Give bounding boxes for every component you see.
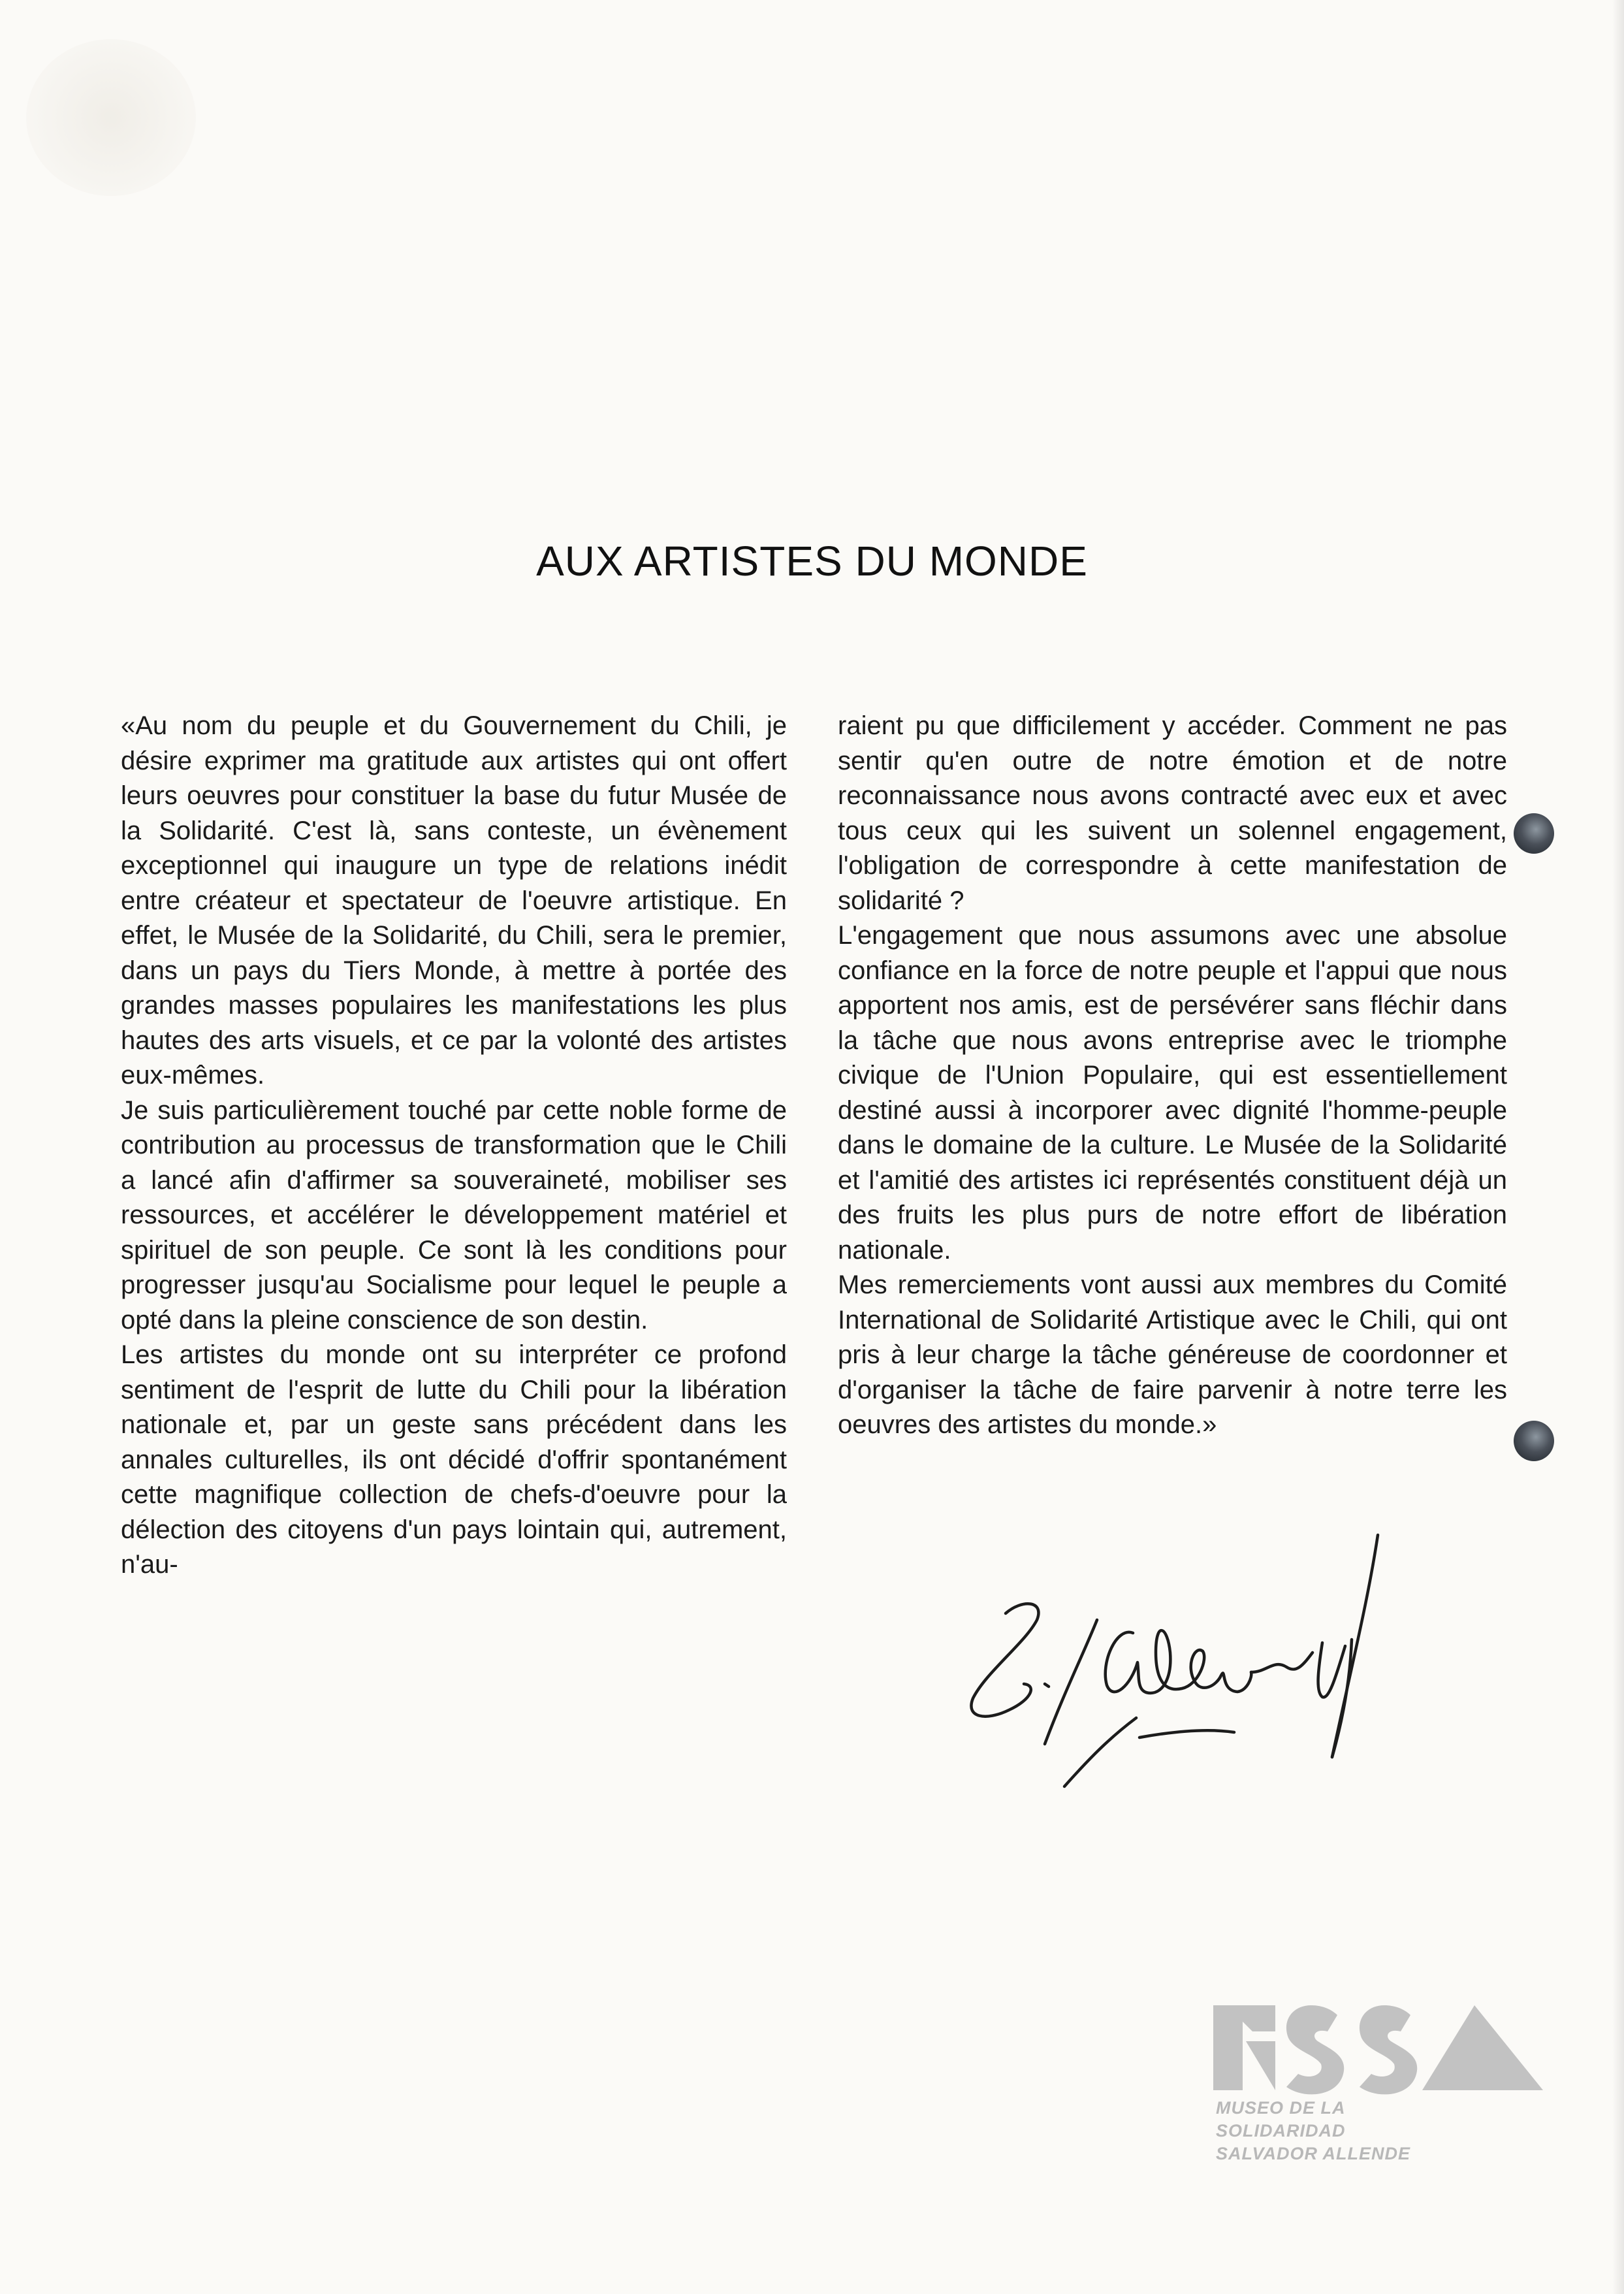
paragraph: Mes remerciements vont aussi aux membres du Comité International de Solidarité Artistique avec le Chili, qui ont pris à leur charge la tâche généreuse de coordonner et d'organiser la tâche de faire parvenir à notre terre les oeuvres des artistes du monde.»: [838, 1270, 1507, 1439]
logo-line: MUSEO DE LA: [1216, 2098, 1346, 2118]
page-edge-shadow: [1612, 0, 1624, 2294]
paragraph: L'engagement que nous assumons avec une absolue confiance en la force de notre peuple et l'appui que nous apportent nos amis, est de persévérer sans fléchir dans la tâche que nous avons entreprise avec le triomphe civique de l'Union Populaire, qui est essentiellement destiné aussi à incorporer avec dignité l'homme-peuple dans le domaine de la culture. Le Musée de la Solidarité et l'amitié des artistes ici représentés constituent déjà un des fruits les plus purs de notre effort de libération nationale.: [838, 921, 1507, 1265]
logo-text: [1216, 2097, 1410, 2165]
paper-stain: [26, 39, 196, 196]
right-column: [838, 709, 1507, 1443]
punch-hole: [1514, 1421, 1554, 1461]
left-column: [121, 709, 787, 1583]
paragraph: «Au nom du peuple et du Gouvernement du Chili, je désire exprimer ma gratitude aux artistes qui ont offert leurs oeuvres pour constituer la base du futur Musée de la Solidarité. C'est là, sans conteste, un évènement exceptionnel qui inaugure un type de relations inédit entre créateur et spectateur de l'oeuvre artistique. En effet, le Musée de la Solidarité, du Chili, sera le premier, dans un pays du Tiers Monde, à mettre à portée des grandes masses populaires les manifestations les plus hautes des arts visuels, et ce par la volonté des artistes eux-mêmes.: [121, 711, 787, 1090]
handwritten-signature: [960, 1522, 1495, 1796]
logo-line: SALVADOR ALLENDE: [1216, 2144, 1411, 2163]
punch-hole: [1514, 813, 1554, 854]
paragraph: Les artistes du monde ont su interpréter ce profond sentiment de l'esprit de lutte du Chili pour la libération nationale et, par un geste sans précédent dans les annales culturelles, ils ont décidé d'offrir spontanément cette magnifique collection de chefs-d'oeuvre pour la délection des citoyens d'un pays lointain qui, autrement, n'au-: [121, 1340, 787, 1579]
paragraph: raient pu que difficilement y accéder. Comment ne pas sentir qu'en outre de notre émotion et de notre reconnaissance nous avons contracté avec eux et avec tous ceux qui les suivent un solennel engagement, l'obligation de correspondre à cette manifestation de solidarité ?: [838, 711, 1507, 915]
paragraph: Je suis particulièrement touché par cette noble forme de contribution au processus de transformation que le Chili a lancé afin d'affirmer sa souveraineté, mobiliser ses ressources, et accélérer le développement matériel et spirituel de son peuple. Ce sont là les conditions pour progresser jusqu'au Socialisme pour lequel le peuple a opté dans la pleine conscience de son destin.: [121, 1095, 787, 1334]
page-title: AUX ARTISTES DU MONDE: [536, 538, 1088, 585]
logo-line: SOLIDARIDAD: [1216, 2121, 1346, 2141]
